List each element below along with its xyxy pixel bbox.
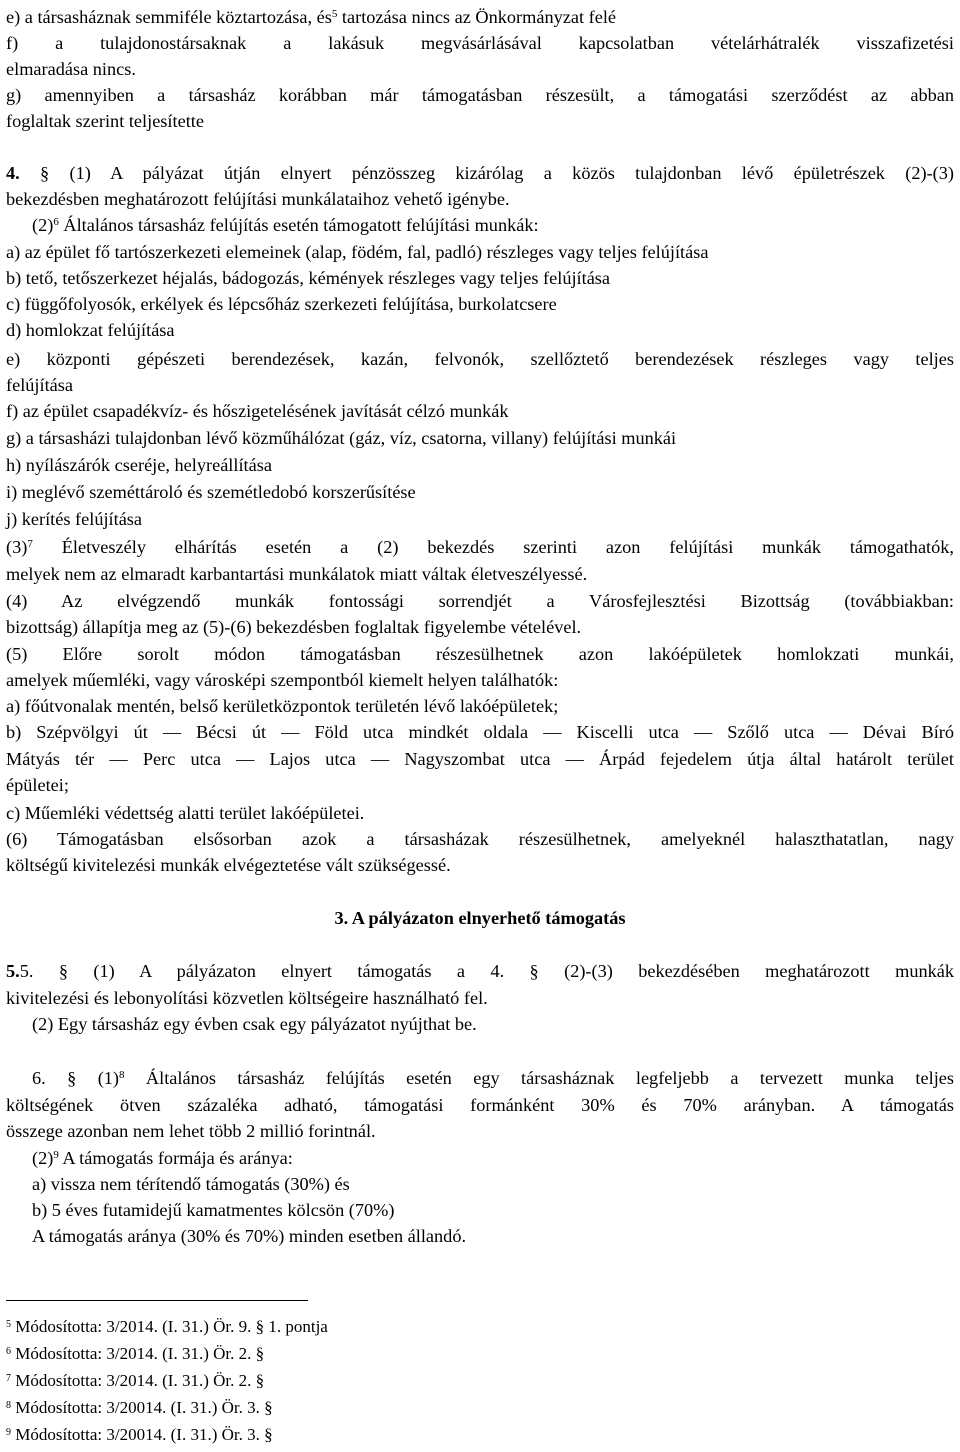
list-item-e-cont: felújítása	[6, 375, 74, 395]
item-f-line2: elmaradása nincs.	[6, 59, 136, 79]
footnote-ref-9: 9	[53, 1149, 59, 1161]
para-5-item-b: b) Szépvölgyi út — Bécsi út — Föld utca mindkét oldala — Kiscelli utca — Szőlő utca — Dévai Bíró	[6, 722, 954, 742]
footnote-9: $^9$ Módosította: 3/20014. (I. 31.) Ör. 3. §	[6, 1425, 273, 1444]
section-4-para-4-cont: bizottság) állapítja meg az (5)-(6) bekezdésben foglaltak figyelembe vételével.	[6, 617, 582, 637]
footnote-6: $^6$ Módosította: 3/2014. (I. 31.) Ör. 2. §	[6, 1344, 265, 1363]
section-4-para-6: (6) Támogatásban elsősorban azok a társasházak részesülhetnek, amelyeknél halaszthatatlan, nagy	[6, 829, 954, 849]
item-e: e) a társasháznak semmiféle köztartozása, $és^5$ tartozása nincs az Önkormányzat felé	[6, 7, 617, 27]
list-item-c: c) függőfolyosók, erkélyek és lépcsőház szerkezeti felújítása, burkolatcsere	[6, 294, 557, 314]
section-6-item-b: b) 5 éves futamidejű kamatmentes kölcsön (70%)	[32, 1200, 395, 1220]
section-4-para-2: $(2)^6$ Általános társasház felújítás esetén támogatott felújítási munkák:	[32, 215, 539, 235]
section-4-para-3-cont: melyek nem az elmaradt karbantartási munkálatok miatt váltak életveszélyessé.	[6, 564, 588, 584]
list-item-g: g) a társasházi tulajdonban lévő közműhálózat (gáz, víz, csatorna, villany) felújítási munkái	[6, 428, 677, 448]
section-4-para-1-cont: bekezdésben meghatározott felújítási munkálataihoz vehető igénybe.	[6, 189, 510, 209]
item-g-line1: g) amennyiben a társasház korábban már támogatásban részesült, a támogatási szerződést az abban	[6, 85, 954, 105]
item-g-line2: foglaltak szerint teljesítette	[6, 111, 204, 131]
list-item-f: f) az épület csapadékvíz- és hőszigetelésének javítását célzó munkák	[6, 401, 509, 421]
section-5-para-2: (2) Egy társasház egy évben csak egy pályázatot nyújthat be.	[32, 1014, 477, 1034]
section-6-item-a: a) vissza nem térítendő támogatás (30%) és	[32, 1174, 350, 1194]
section-4-para-6-cont: költségű kivitelezési munkák elvégeztetése vált szükségessé.	[6, 855, 451, 875]
section-4-para-5-cont: amelyek műemléki, vagy városképi szempontból kiemelt helyen találhatók:	[6, 670, 559, 690]
list-item-b: b) tető, tetőszerkezet héjalás, bádogozás, kémények részleges vagy teljes felújítása	[6, 268, 611, 288]
section-6-para-1-cont: költségének ötven százaléka adható, támogatási formánként 30% és 70% arányban. A támogatás	[6, 1095, 954, 1115]
section-4-para-4: (4) Az elvégzendő munkák fontossági sorrendjét a Városfejlesztési Bizottság (továbbiakban:	[6, 591, 954, 611]
para-5-item-a: a) főútvonalak mentén, belső kerületközpontok területén lévő lakóépületek;	[6, 696, 559, 716]
section-5-para-1: 5.5. § (1) A pályázaton elnyert támogatás a 4. § (2)-(3) bekezdésében meghatározott munkák	[6, 961, 954, 981]
list-item-d: d) homlokzat felújítása	[6, 320, 175, 340]
list-item-h: h) nyílászárók cseréje, helyreállítása	[6, 455, 272, 475]
section-5-para-1-cont: kivitelezési és lebonyolítási közvetlen költségeire használható fel.	[6, 988, 488, 1008]
footnote-ref-7: 7	[27, 538, 33, 550]
section-6-closing: A támogatás aránya (30% és 70%) minden esetben állandó.	[32, 1226, 467, 1246]
list-item-e: e) központi gépészeti berendezések, kazán, felvonók, szellőztető berendezések részleges vagy teljes	[6, 349, 954, 369]
item-f-line1: f) a tulajdonostársaknak a lakásuk megvásárlásával kapcsolatban vételárhátralék visszafizetési	[6, 33, 954, 53]
section-6-para-1-end: összege azonban nem lehet több 2 millió forintnál.	[6, 1121, 376, 1141]
para-5-item-b-end: épületei;	[6, 775, 69, 795]
section-4-para-5: (5) Előre sorolt módon támogatásban részesülhetnek azon lakóépületek homlokzati munkái,	[6, 644, 954, 664]
section-4-para-1: 4. § (1) A pályázat útján elnyert pénzösszeg kizárólag a közös tulajdonban lévő épületrészek (2)-(3)	[6, 163, 954, 183]
para-5-item-b-cont: Mátyás tér — Perc utca — Lajos utca — Nagyszombat utca — Árpád fejedelem útja által határolt terület	[6, 749, 954, 769]
footnote-separator	[6, 1300, 308, 1301]
list-item-j: j) kerítés felújítása	[6, 509, 143, 529]
section-6-para-1: 6. § $(1)^8$ Általános társasház felújítás esetén egy társasháznak legfeljebb a tervezett munka teljes	[32, 1068, 955, 1088]
footnote-7: $^7$ Módosította: 3/2014. (I. 31.) Ör. 2. §	[6, 1371, 265, 1390]
list-item-a: a) az épület fő tartószerkezeti elemeinek (alap, födém, fal, padló) részleges vagy teljes felújítása	[6, 242, 709, 262]
section-6-para-2: $(2)^9$ A támogatás formája és aránya:	[32, 1148, 293, 1168]
footnote-8: $^8$ Módosította: 3/20014. (I. 31.) Ör. 3. §	[6, 1398, 273, 1417]
footnote-ref-5: 5	[331, 8, 338, 20]
footnote-ref-6: 6	[53, 216, 59, 228]
footnote-5: $^5$ Módosította: 3/2014. (I. 31.) Ör. 9. § 1. pontja	[6, 1317, 328, 1336]
para-5-item-c: c) Műemléki védettség alatti terület lakóépületei.	[6, 803, 365, 823]
chapter-heading: 3. A pályázaton elnyerhető támogatás	[334, 908, 626, 928]
footnote-ref-8: 8	[119, 1069, 125, 1081]
section-4-para-3: $(3)^7$ Életveszély elhárítás esetén a (2) bekezdés szerinti azon felújítási munkák támogathatók,	[6, 537, 954, 557]
list-item-i: i) meglévő szeméttároló és szemétledobó korszerűsítése	[6, 482, 416, 502]
